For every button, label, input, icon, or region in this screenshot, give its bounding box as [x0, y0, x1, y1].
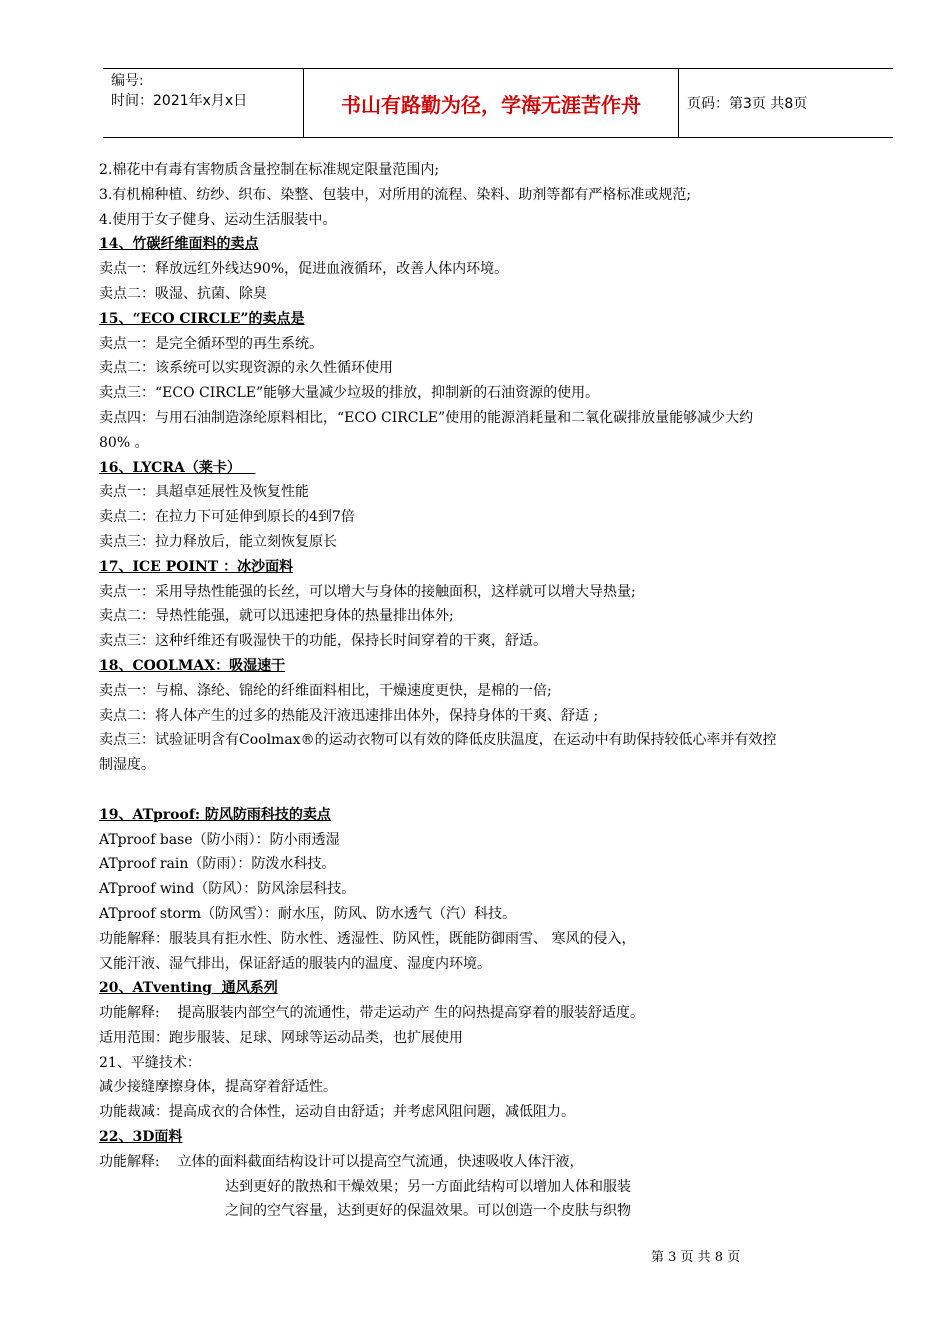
text-line: 卖点二：该系统可以实现资源的永久性循环使用 [99, 360, 393, 377]
text-line: 卖点一：是完全循环型的再生系统。 [99, 335, 323, 352]
section-title: 20、ATventing 通风系列 [99, 980, 278, 997]
text-line: 卖点四：与用石油制造涤纶原料相比，“ECO CIRCLE”使用的能源消耗量和二氧化碳排放量能够减少大约 [99, 409, 754, 426]
text-line: 卖点一：采用导热性能强的长丝，可以增大与身体的接触面积，这样就可以增大导热量; [99, 583, 636, 600]
section-title: 19、ATproof: 防风防雨科技的卖点 [99, 806, 331, 823]
text-line: 21、平缝技术： [99, 1054, 201, 1071]
text-line: 卖点三：这种纤维还有吸湿快干的功能，保持长时间穿着的干爽，舒适。 [99, 633, 547, 650]
text-line: 卖点三：试验证明含有Coolmax®的运动衣物可以有效的降低皮肤温度，在运动中有助保持较低心率并有效控 [99, 732, 777, 749]
header-motto: 书山有路勤为径，学海无涯苦作舟 [303, 69, 679, 137]
date-label: 时间：2021年x月x日 [111, 93, 248, 109]
document-body [99, 158, 899, 1224]
text-line: 80% 。 [99, 434, 149, 451]
section-title: 14、竹碳纤维面料的卖点 [99, 236, 259, 253]
text-line: 功能裁减：提高成衣的合体性，运动自由舒适；并考虑风阻问题，减低阻力。 [99, 1104, 575, 1121]
text-line: 3.有机棉种植、纺纱、织布、染整、包装中，对所用的流程、染料、助剂等都有严格标准或规范; [99, 186, 692, 203]
text-line: 卖点一：与棉、涤纶、锦纶的纤维面料相比，干燥速度更快，是棉的一倍; [99, 682, 552, 699]
text-line: 4.使用于女子健身、运动生活服装中。 [99, 211, 337, 228]
text-line: 功能解释: 提高服装内部空气的流通性，带走运动产 生的闷热提高穿着的服装舒适度。 [99, 1005, 644, 1022]
text-line: 卖点三：“ECO CIRCLE”能够大量减少垃圾的排放，抑制新的石油资源的使用。 [99, 385, 600, 402]
text-line: ATproof base（防小雨）：防小雨透湿 [99, 831, 340, 848]
section-title: 22、3D面料 [99, 1129, 183, 1146]
text-line: 卖点二：在拉力下可延伸到原长的4到7倍 [99, 509, 355, 526]
section-title: 18、COOLMAX：吸湿速干 [99, 657, 286, 674]
text-line: 适用范围：跑步服装、足球、网球等运动品类，也扩展使用 [99, 1029, 463, 1046]
text-line: 卖点二：将人体产生的过多的热能及汗液迅速排出体外，保持身体的干爽、舒适 ; [99, 707, 599, 724]
text-line: 减少接缝摩擦身体，提高穿着舒适性。 [99, 1079, 337, 1096]
blank-line [99, 778, 899, 803]
text-line: 卖点二：导热性能强，就可以迅速把身体的热量排出体外; [99, 608, 454, 625]
text-line: 卖点一：释放远红外线达90%，促进血液循环，改善人体内环境。 [99, 261, 509, 278]
text-line: 卖点一：具超卓延展性及恢复性能 [99, 484, 309, 501]
text-line: 功能解释: 立体的面料截面结构设计可以提高空气流通，快速吸收人体汗液， [99, 1153, 584, 1170]
page-header [103, 68, 893, 138]
section-title: 17、ICE POINT ：冰沙面料 [99, 558, 294, 575]
header-meta [103, 69, 303, 137]
text-line: 达到更好的散热和干燥效果；另一方面此结构可以增加人体和服装 [225, 1178, 631, 1195]
text-line: 制湿度。 [99, 757, 155, 774]
header-page-label: 页码：第3页 共8页 [687, 96, 808, 112]
number-label: 编号: [111, 73, 144, 89]
text-line: 功能解释：服装具有拒水性、防水性、透湿性、防风性，既能防御雨雪、 寒风的侵入， [99, 930, 636, 947]
section-title: 15、“ECO CIRCLE”的卖点是 [99, 310, 305, 327]
section-title: 16、LYCRA（莱卡） [99, 459, 256, 476]
text-line: ATproof storm（防风雪）：耐水压，防风、防水透气（汽）科技。 [99, 905, 517, 922]
text-line: ATproof rain（防雨）：防泼水科技。 [99, 856, 336, 873]
text-line: 又能汗液、湿气排出，保证舒适的服装内的温度、湿度内环境。 [99, 955, 491, 972]
text-line: 卖点二：吸湿、抗菌、除臭 [99, 285, 267, 302]
page-footer: 第 3 页 共 8 页 [651, 1250, 741, 1265]
text-line: 2.棉花中有毒有害物质含量控制在标准规定限量范围内; [99, 162, 440, 178]
text-line: ATproof wind（防风）：防风涂层科技。 [99, 881, 356, 898]
text-line: 之间的空气容量，达到更好的保温效果。可以创造一个皮肤与织物 [225, 1203, 631, 1220]
text-line: 卖点三：拉力释放后，能立刻恢复原长 [99, 533, 337, 550]
